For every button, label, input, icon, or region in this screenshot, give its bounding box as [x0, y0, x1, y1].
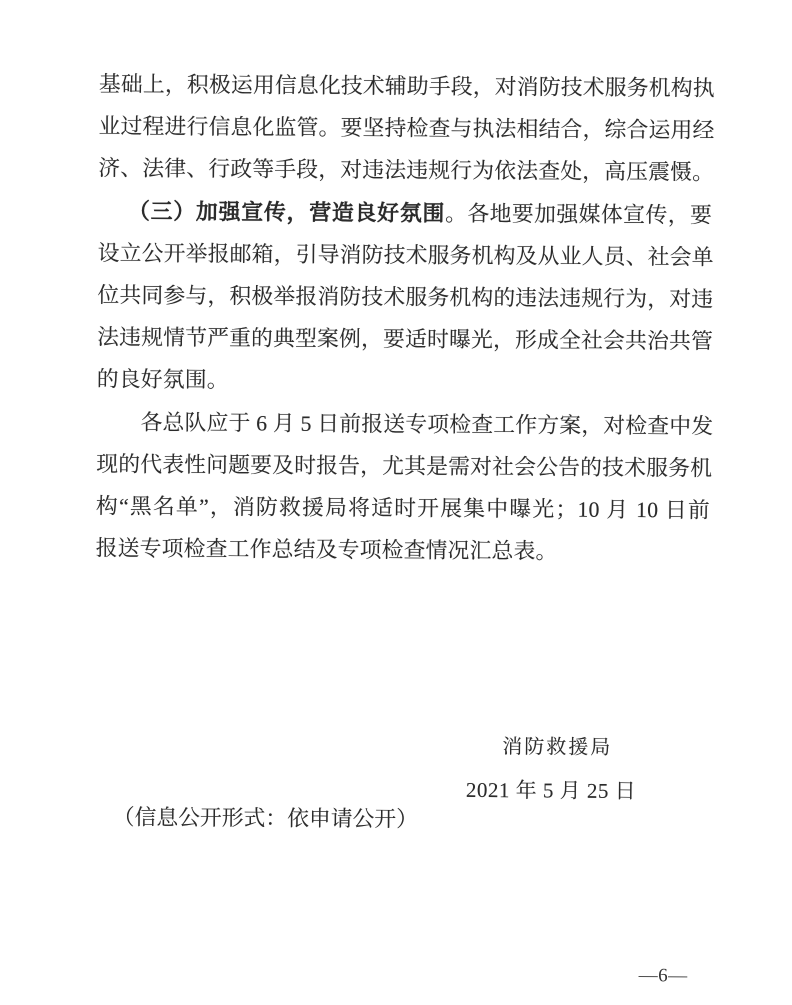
- text-line: 基础上，积极运用信息化技术辅助手段，对消防技术服务机构执: [98, 72, 715, 101]
- signature-agency: 消防救援局: [502, 736, 613, 759]
- section-heading: （三）加强宣传，营造良好氛围: [127, 199, 446, 226]
- text-line: 业过程进行信息化监管。要坚持检查与执法相结合，综合运用经: [98, 114, 715, 143]
- text-line: 位共同参与，积极举报消防技术服务机构的违法违规行为，对违: [97, 283, 714, 312]
- text-line: 报送专项检查工作总结及专项检查情况汇总表。: [95, 536, 558, 564]
- section-heading-continuation: 。各地要加强媒体宣传，要: [445, 201, 713, 228]
- text-line: 法违规情节严重的典型案例，要适时曝光，形成全社会共治共管: [97, 325, 714, 354]
- signature-date: 2021 年 5 月 25 日: [465, 777, 637, 804]
- page-number: —6—: [638, 965, 688, 987]
- disclosure-note: （信息公开形式：依申请公开）: [112, 805, 419, 832]
- text-line: 各总队应于 6 月 5 日前报送专项检查工作方案，对检查中发: [140, 410, 714, 439]
- text-line: 设立公开举报邮箱，引导消防技术服务机构及从业人员、社会单: [97, 241, 714, 270]
- body-paragraph-2: [97, 190, 712, 405]
- body-paragraph-1: [98, 63, 713, 194]
- text-line: 济、法律、行政等手段，对违法违规行为依法查处，高压震慑。: [98, 156, 715, 185]
- text-line: 构“黑名单”，消防救援局将适时开展集中曝光；10 月 10 日前: [95, 494, 711, 523]
- body-paragraph-2-lines: [97, 232, 712, 405]
- body-paragraph-3: [95, 401, 714, 574]
- text-line: 的良好氛围。: [96, 367, 229, 393]
- document-body: [96, 63, 714, 574]
- text-line: 现的代表性问题要及时报告，尤其是需对社会公告的技术服务机: [96, 452, 713, 481]
- section-heading-line: [98, 190, 712, 236]
